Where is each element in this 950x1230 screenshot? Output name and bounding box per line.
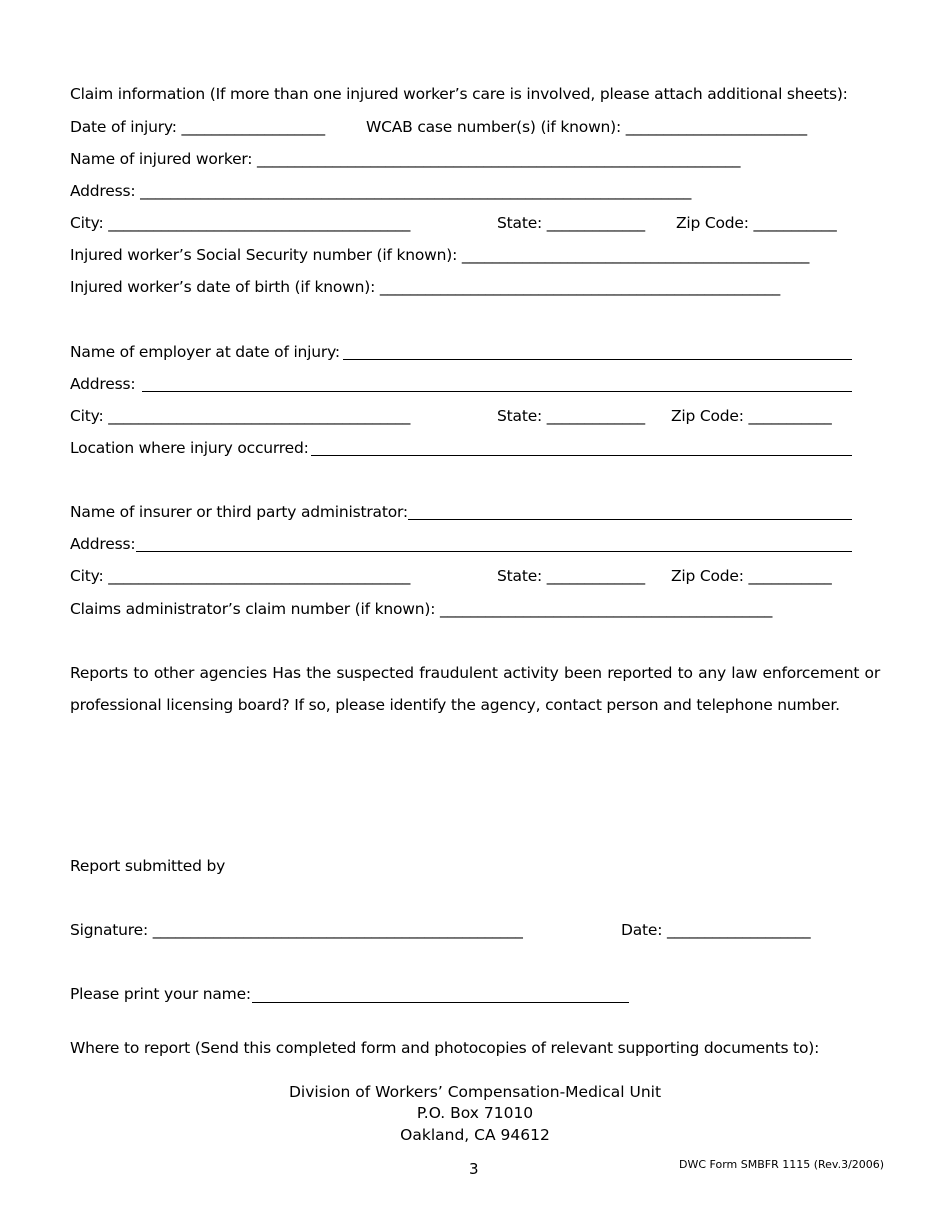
print-name-line[interactable]	[252, 1002, 629, 1003]
signature-field[interactable]: Signature: _________________________________________________	[70, 921, 523, 939]
insurer-address-line[interactable]	[136, 551, 852, 552]
form-id: DWC Form SMBFR 1115 (Rev.3/2006)	[679, 1158, 885, 1171]
reports-to-agencies-text: Reports to other agencies Has the suspected fraudulent activity been reported to any law enforcement or professional licensing board? If so, please identify the agency, contact person and telephone number.	[70, 664, 880, 714]
page-number: 3	[469, 1160, 479, 1178]
employer-state-field[interactable]: State: _____________	[497, 407, 645, 425]
address-line-3: Oakland, CA 94612	[400, 1126, 550, 1144]
worker-dob-field[interactable]: Injured worker’s date of birth (if known): _____________________________________________________	[70, 278, 781, 296]
address-line-1: Division of Workers’ Compensation-Medical Unit	[288, 1083, 662, 1101]
insurer-zip-field[interactable]: Zip Code: ___________	[671, 567, 832, 585]
claim-number-field[interactable]: Claims administrator’s claim number (if known): ____________________________________________	[70, 600, 773, 618]
employer-zip-field[interactable]: Zip Code: ___________	[671, 407, 832, 425]
signature-date-field[interactable]: Date: ___________________	[621, 921, 811, 939]
wcab-case-number-field[interactable]: WCAB case number(s) (if known): ________________________	[366, 118, 807, 136]
report-submitted-heading: Report submitted by	[70, 857, 226, 875]
address-line-2: P.O. Box 71010	[416, 1104, 534, 1122]
employer-name-line[interactable]	[343, 359, 852, 360]
insurer-name-label: Name of insurer or third party administrator:	[70, 503, 408, 521]
injured-worker-name-field[interactable]: Name of injured worker: ________________________________________________________________	[70, 150, 741, 168]
worker-city-field[interactable]: City: ________________________________________	[70, 214, 411, 232]
employer-city-field[interactable]: City: ________________________________________	[70, 407, 411, 425]
injury-location-line[interactable]	[311, 455, 852, 456]
date-of-injury-field[interactable]: Date of injury: ___________________	[70, 118, 325, 136]
worker-ssn-field[interactable]: Injured worker’s Social Security number (if known): ______________________________________________	[70, 246, 810, 264]
worker-address-field[interactable]: Address: _________________________________________________________________________	[70, 182, 692, 200]
insurer-name-line[interactable]	[408, 519, 852, 520]
print-name-label: Please print your name:	[70, 985, 251, 1003]
claim-heading: Claim information (If more than one injured worker’s care is involved, please attach additional sheets):	[70, 85, 848, 103]
employer-address-label: Address:	[70, 375, 136, 393]
where-to-report-text: Where to report (Send this completed form and photocopies of relevant supporting documents to):	[70, 1039, 820, 1057]
worker-state-field[interactable]: State: _____________	[497, 214, 645, 232]
insurer-address-label: Address:	[70, 535, 136, 553]
employer-address-line[interactable]	[142, 391, 852, 392]
worker-zip-field[interactable]: Zip Code: ___________	[676, 214, 837, 232]
employer-name-label: Name of employer at date of injury:	[70, 343, 340, 361]
injury-location-label: Location where injury occurred:	[70, 439, 309, 457]
insurer-state-field[interactable]: State: _____________	[497, 567, 645, 585]
insurer-city-field[interactable]: City: ________________________________________	[70, 567, 411, 585]
